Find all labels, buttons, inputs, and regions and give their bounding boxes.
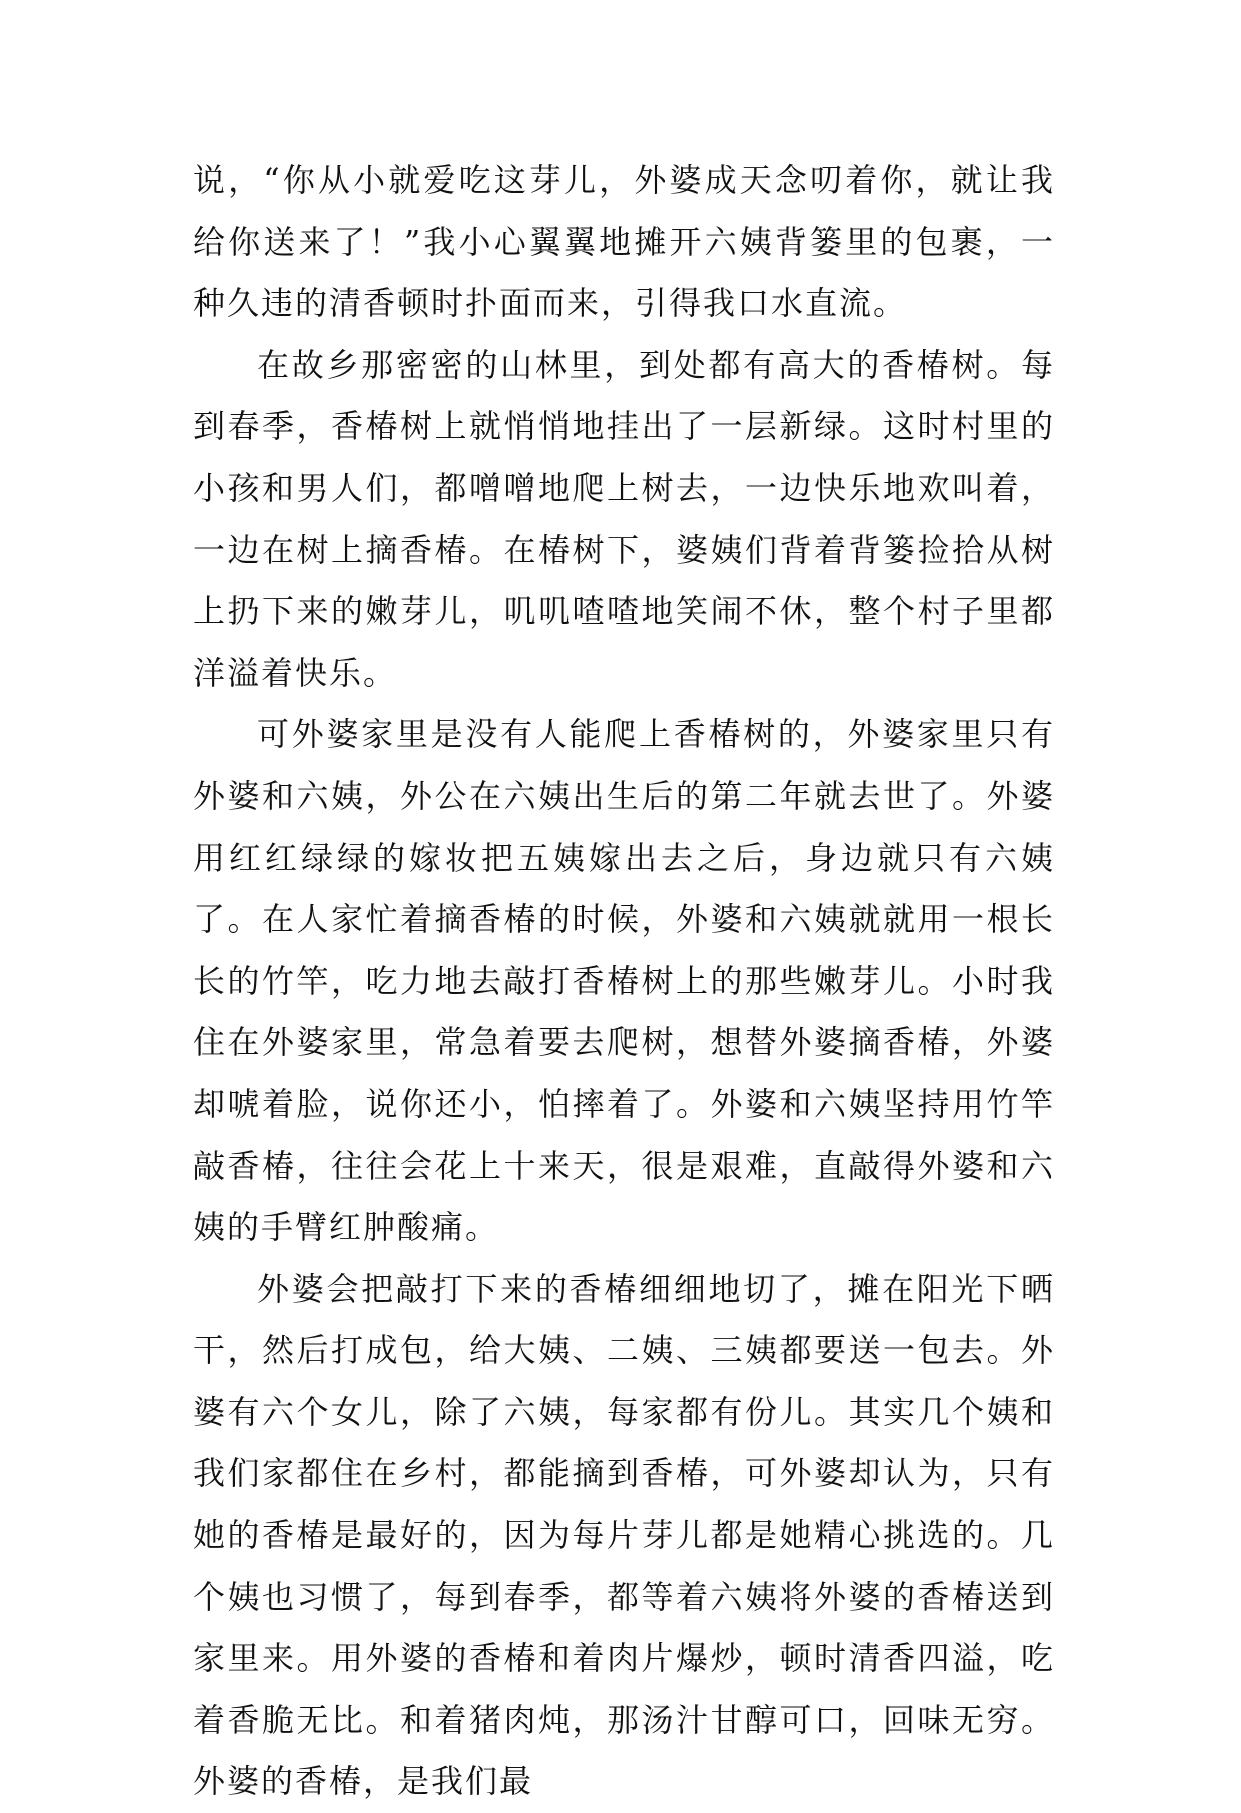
paragraph-1: 说，“你从小就爱吃这芽儿，外婆成天念叨着你，就让我给你送来了！”我小心翼翼地摊开六姨背篓里的包裹，一种久违的清香顿时扑面而来，引得我口水直流。 (193, 161, 1055, 323)
body-text (193, 150, 1055, 1813)
paragraph-2: 在故乡那密密的山林里，到处都有高大的香椿树。每到春季，香椿树上就悄悄地挂出了一层新绿。这时村里的小孩和男人们，都噌噌地爬上树去，一边快乐地欢叫着，一边在树上摘香椿。在椿树下，婆姨们背着背篓捡拾从树上扔下来的嫩芽儿，叽叽喳喳地笑闹不休，整个村子里都洋溢着快乐。 (193, 345, 1055, 692)
paragraph-3: 可外婆家里是没有人能爬上香椿树的，外婆家里只有外婆和六姨，外公在六姨出生后的第二年就去世了。外婆用红红绿绿的嫁妆把五姨嫁出去之后，身边就只有六姨了。在人家忙着摘香椿的时候，外婆和六姨就就用一根长长的竹竿，吃力地去敲打香椿树上的那些嫩芽儿。小时我住在外婆家里，常急着要去爬树，想替外婆摘香椿，外婆却唬着脸，说你还小，怕摔着了。外婆和六姨坚持用竹竿敲香椿，往往会花上十来天，很是艰难，直敲得外婆和六姨的手臂红肿酸痛。 (193, 715, 1055, 1247)
paragraph-4: 外婆会把敲打下来的香椿细细地切了，摊在阳光下晒干，然后打成包，给大姨、二姨、三姨都要送一包去。外婆有六个女儿，除了六姨，每家都有份儿。其实几个姨和我们家都住在乡村，都能摘到香椿，可外婆却认为，只有她的香椿是最好的，因为每片芽儿都是她精心挑选的。几个姨也习惯了，每到春季，都等着六姨将外婆的香椿送到家里来。用外婆的香椿和着肉片爆炒，顿时清香四溢，吃着香脆无比。和着猪肉炖，那汤汁甘醇可口，回味无穷。外婆的香椿，是我们最 (193, 1269, 1055, 1801)
